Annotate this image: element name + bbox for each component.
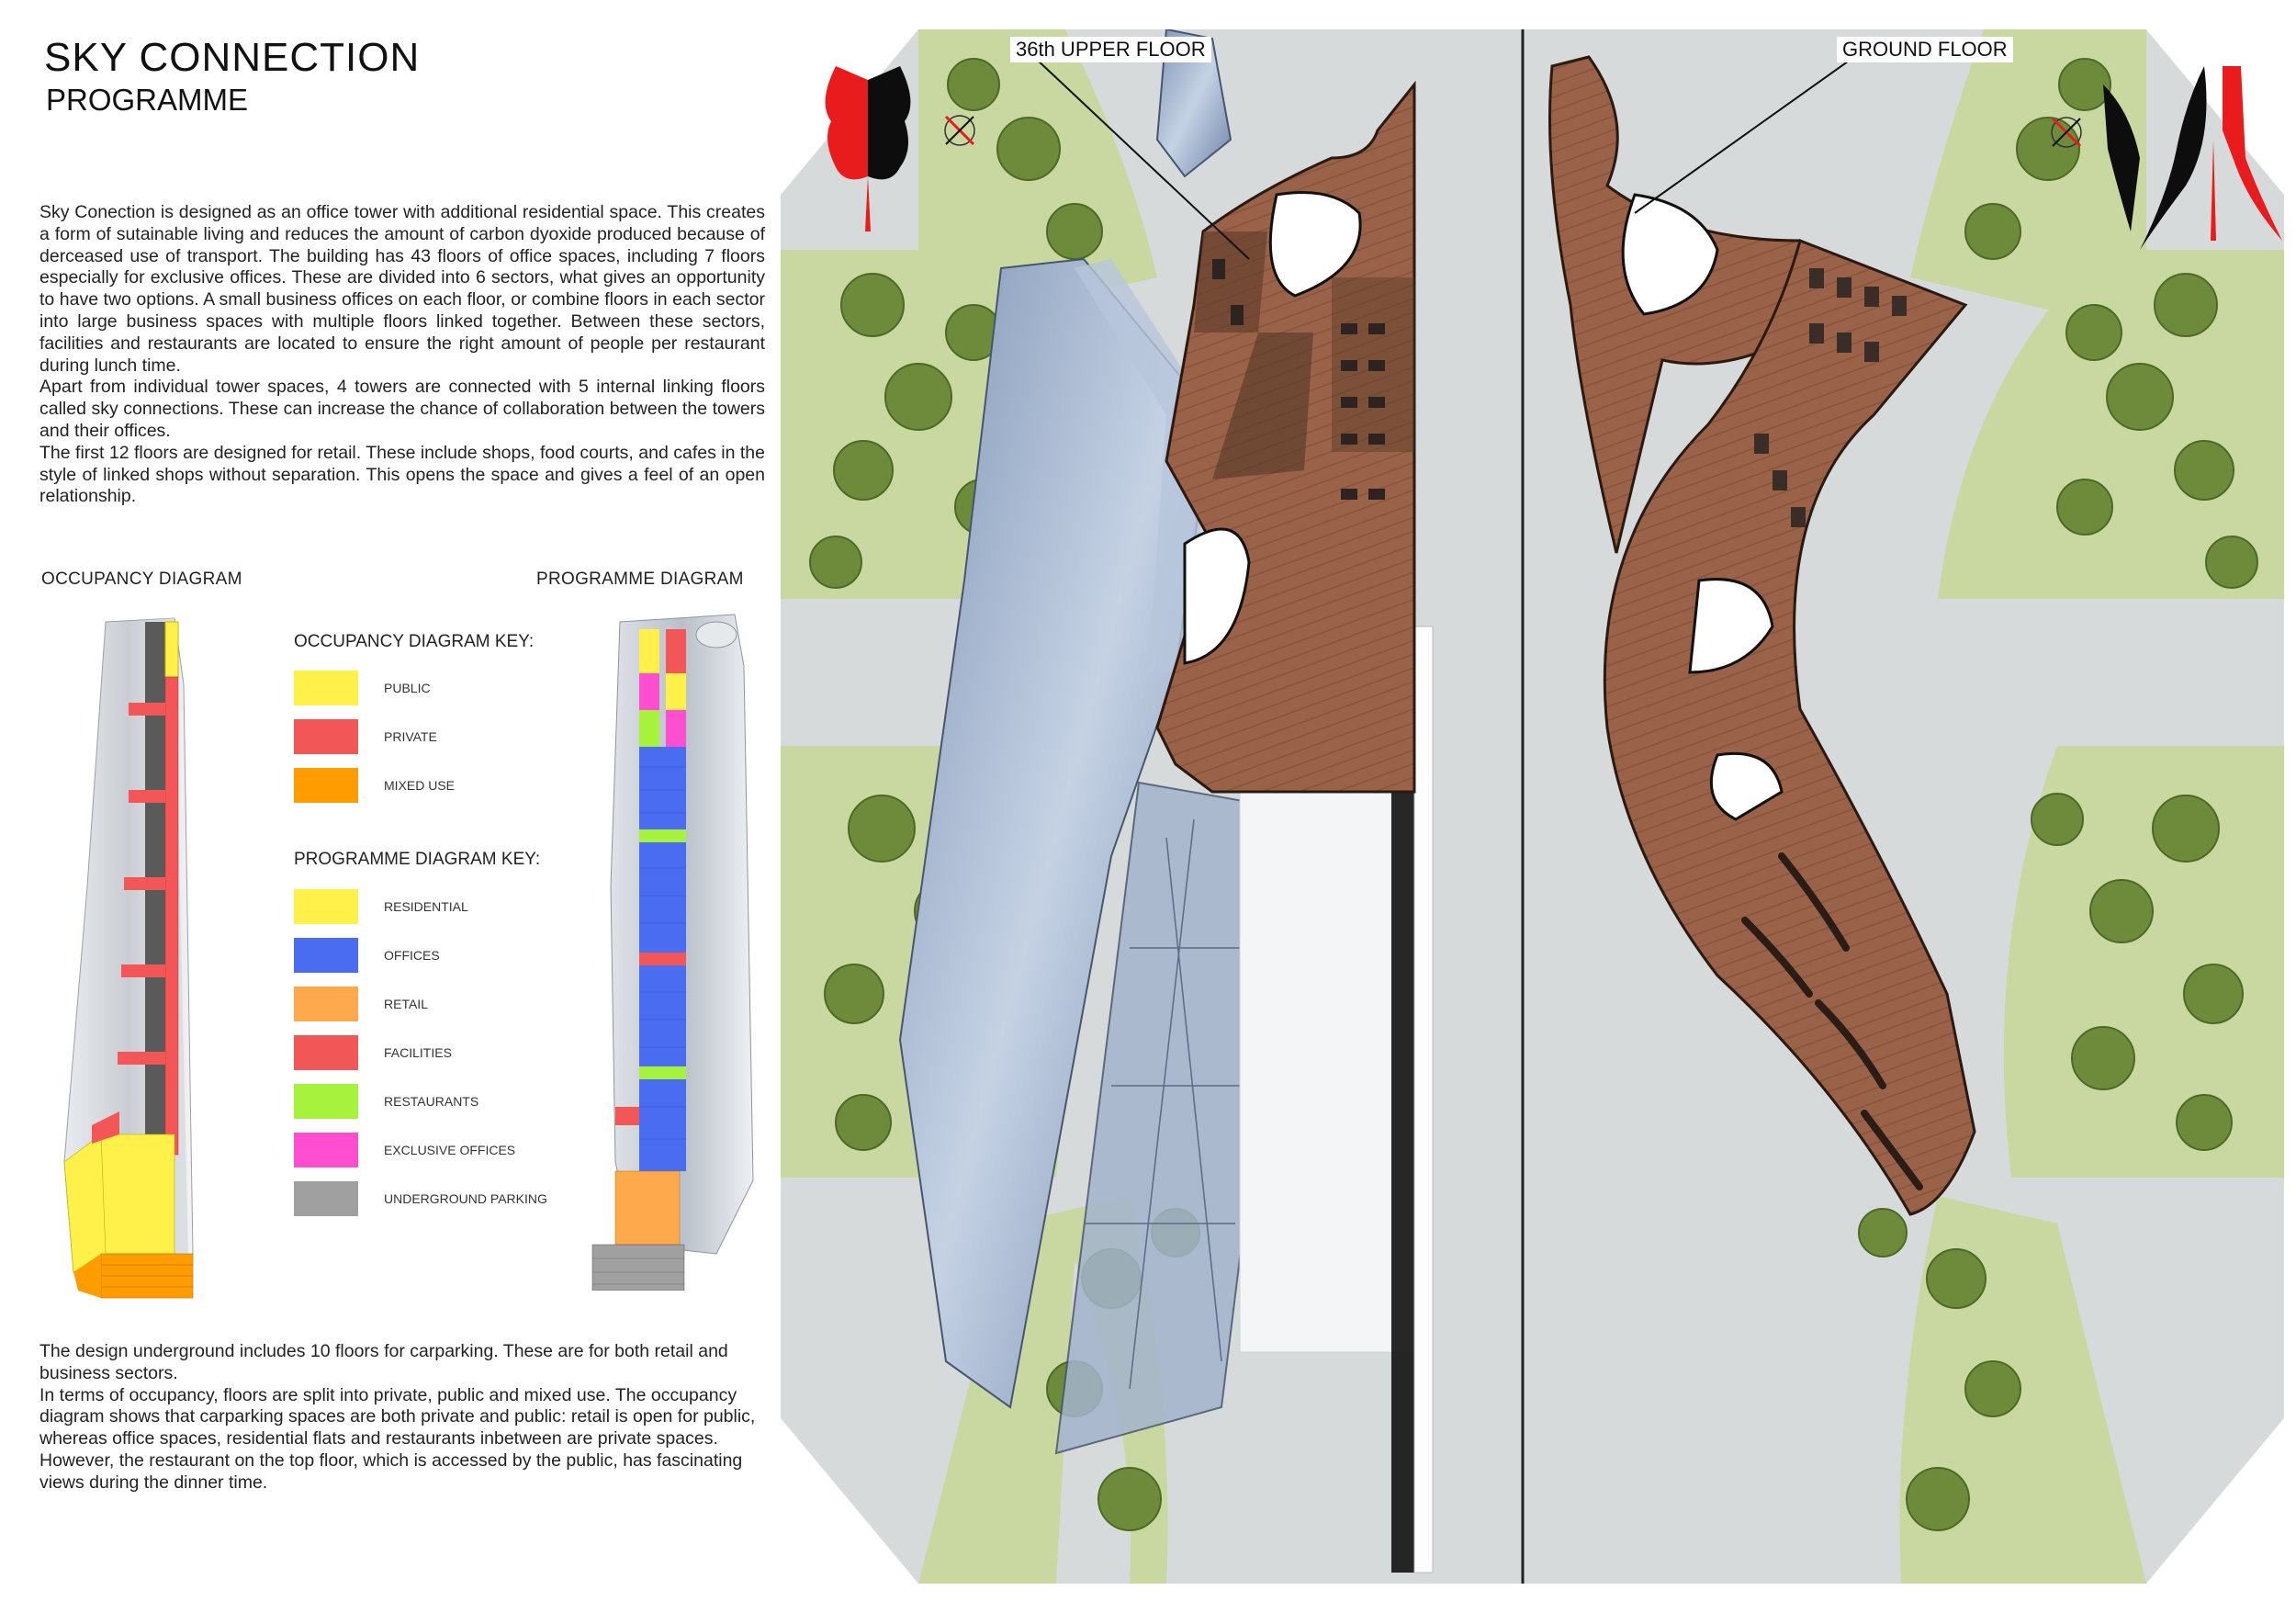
key-label: OFFICES [384, 948, 440, 963]
programme-key-item [294, 1084, 547, 1119]
exclusive-offices-swatch [294, 1133, 358, 1167]
key-label: PRIVATE [384, 729, 437, 744]
page-subtitle: PROGRAMME [46, 83, 249, 117]
residential-swatch [294, 889, 358, 924]
intro-paragraph: The first 12 floors are designed for retail. These include shops, food courts, and cafes in the style of linked shops without separation. This opens the space and gives a feel of an open relationship. [39, 442, 765, 507]
key-label: RESIDENTIAL [384, 899, 468, 914]
key-label: MIXED USE [384, 778, 456, 793]
private-swatch [294, 719, 358, 754]
programme-diagram-title: PROGRAMME DIAGRAM [536, 570, 744, 589]
intro-paragraph: Sky Conection is designed as an office tower with additional residential space. This creates a form of sutainable living and reduces the amount of carbon dyoxide produced because of derceased use of transport. The building has 43 floors of office spaces, including 7 floors especially for exclusive offices. These are divided into 6 sectors, what gives an opportunity to have two options. A small business offices on each floor, or combine floors in each sector into large business spaces with multiple floors linked together. Between these sectors, facilities and restaurants are located to ensure the right amount of people per restaurant during lunch time. [39, 202, 765, 376]
intro-text [39, 202, 765, 508]
offices-swatch [294, 938, 358, 973]
facilities-swatch [294, 1035, 358, 1070]
ground-floor-label: GROUND FLOOR [1837, 37, 2013, 62]
underground-parking-swatch [294, 1181, 358, 1216]
site-floor-plan [781, 29, 2284, 1584]
key-label: RESTAURANTS [384, 1094, 479, 1109]
occupancy-key-item [294, 671, 455, 705]
programme-key-item [294, 1181, 547, 1216]
programme-key-heading: PROGRAMME DIAGRAM KEY: [294, 850, 541, 869]
restaurants-swatch [294, 1084, 358, 1119]
programme-key-item [294, 1133, 547, 1167]
programme-tower-diagram [579, 611, 781, 1291]
closing-paragraph: The design underground includes 10 floors for carparking. These are for both retail and business sectors. [39, 1341, 728, 1383]
key-label: PUBLIC [384, 681, 431, 695]
programme-key-item [294, 1035, 547, 1070]
key-label: FACILITIES [384, 1045, 452, 1060]
central-atrium [1240, 783, 1417, 1352]
occupancy-key-item [294, 719, 455, 754]
key-label: EXCLUSIVE OFFICES [384, 1143, 516, 1157]
occupancy-key-item [294, 768, 455, 803]
programme-key-list [294, 889, 547, 1216]
mixed-use-swatch [294, 768, 358, 803]
programme-key-item [294, 938, 547, 973]
occupancy-diagram-title: OCCUPANCY DIAGRAM [41, 570, 242, 589]
key-label: UNDERGROUND PARKING [384, 1191, 547, 1206]
retail-swatch [294, 987, 358, 1021]
upper-floor-label: 36th UPPER FLOOR [1010, 37, 1211, 62]
occupancy-key-heading: OCCUPANCY DIAGRAM KEY: [294, 632, 535, 651]
occupancy-key-list [294, 671, 455, 803]
occupancy-tower-diagram [37, 611, 276, 1300]
closing-text [39, 1341, 756, 1494]
public-swatch [294, 671, 358, 705]
programme-key-item [294, 889, 547, 924]
programme-key-item [294, 987, 547, 1021]
key-label: RETAIL [384, 997, 428, 1011]
page-title: SKY CONNECTION [44, 35, 421, 80]
closing-paragraph: In terms of occupancy, floors are split into private, public and mixed use. The occupancy diagram shows that carparking spaces are both private and public: retail is open for public, whereas office spaces, residential flats and restaurants inbetween are private spaces. However, the restaurant on the top floor, which is accessed by the public, has fascinating views during the dinner time. [39, 1384, 756, 1493]
intro-paragraph: Apart from individual tower spaces, 4 towers are connected with 5 internal linking floors called sky connections. These can increase the chance of collaboration between the towers and their offices. [39, 377, 765, 441]
